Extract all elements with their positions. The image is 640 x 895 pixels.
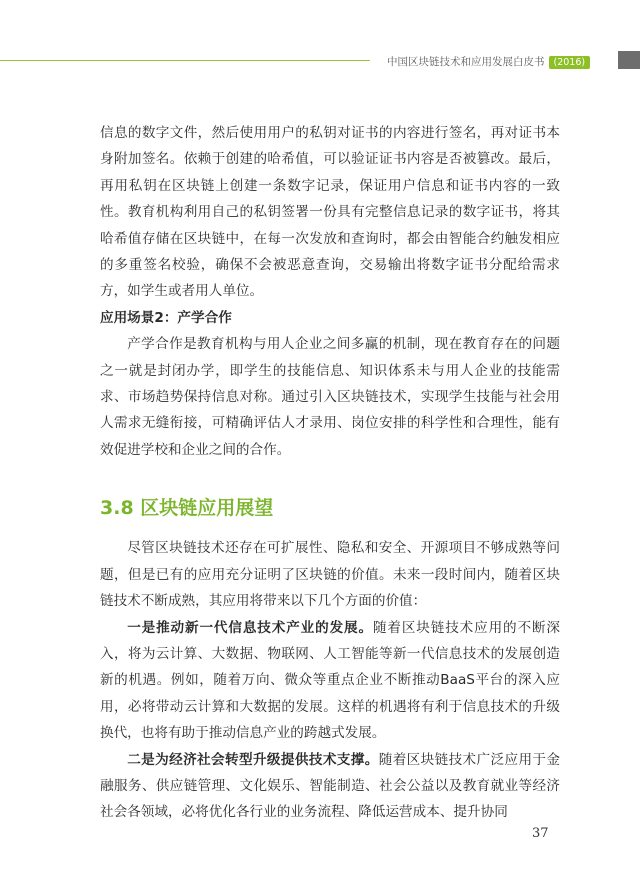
point-1-heading: 一是推动新一代信息技术产业的发展。 <box>127 619 373 636</box>
paragraph-outlook-intro: 尽管区块链技术还存在可扩展性、隐私和安全、开源项目不够成熟等问题，但是已有的应用充分证明了区块链的价值。未来一段时间内，随着区块链技术不断成熟，其应用将带来以下几个方面的价值： <box>100 540 560 610</box>
section-title: 3.8 区块链应用展望 <box>100 497 274 520</box>
paragraph-industry-academia: 产学合作是教育机构与用人企业之间多赢的机制，现在教育存在的问题之一就是封闭办学，即学生的技能信息、知识体系未与用人企业的技能需求、市场趋势保持信息对称。通过引入区块链技术，实现学生技能与社会用人需求无缝衔接，可精确评估人才录用、岗位安排的科学性和合理性，能有效促进学校和企业之间的合作。 <box>100 336 560 458</box>
header-year-badge: (2016) <box>549 56 591 69</box>
paragraph-point-1 <box>100 615 560 747</box>
header-rule <box>0 60 370 61</box>
subheading-scenario-2: 应用场景2：产学合作 <box>100 309 232 326</box>
point-2-heading: 二是为经济社会转型升级提供技术支撑。 <box>127 751 379 768</box>
point-1-text: 随着区块链技术应用的不断深入，将为云计算、大数据、物联网、人工智能等新一代信息技术的发展创造新的机遇。例如，随着万向、微众等重点企业不断推动BaaS平台的深入应用，必将带动云计算和大数据的发展。这样的机遇将有利于信息技术的升级换代，也将有助于推动信息产业的跨越式发展。 <box>100 619 561 742</box>
page-body <box>100 120 560 826</box>
header-title <box>387 54 590 69</box>
paragraph-cert-process: 信息的数字文件，然后使用用户的私钥对证书的内容进行签名，再对证书本身附加签名。依赖于创建的哈希值，可以验证证书内容是否被篡改。最后，再用私钥在区块链上创建一条数字记录，保证用户信息和证书内容的一致性。教育机构利用自己的私钥签署一份具有完整信息记录的数字证书，将其哈希值存储在区块链中，在每一次发放和查询时，都会由智能合约触发相应的多重签名校验，确保不会被恶意查询，交易输出将数字证书分配给需求方，如学生或者用人单位。 <box>100 125 560 300</box>
paragraph-point-2 <box>100 747 560 826</box>
header-tab <box>618 51 640 69</box>
running-header <box>0 48 640 78</box>
point-2-text: 随着区块链技术广泛应用于金融服务、供应链管理、文化娱乐、智能制造、社会公益以及教育就业等经济社会各领域，必将优化各行业的业务流程、降低运营成本、提升协同 <box>100 751 560 821</box>
page-number: 37 <box>532 826 549 841</box>
header-title-text: 中国区块链技术和应用发展白皮书 <box>387 56 545 68</box>
